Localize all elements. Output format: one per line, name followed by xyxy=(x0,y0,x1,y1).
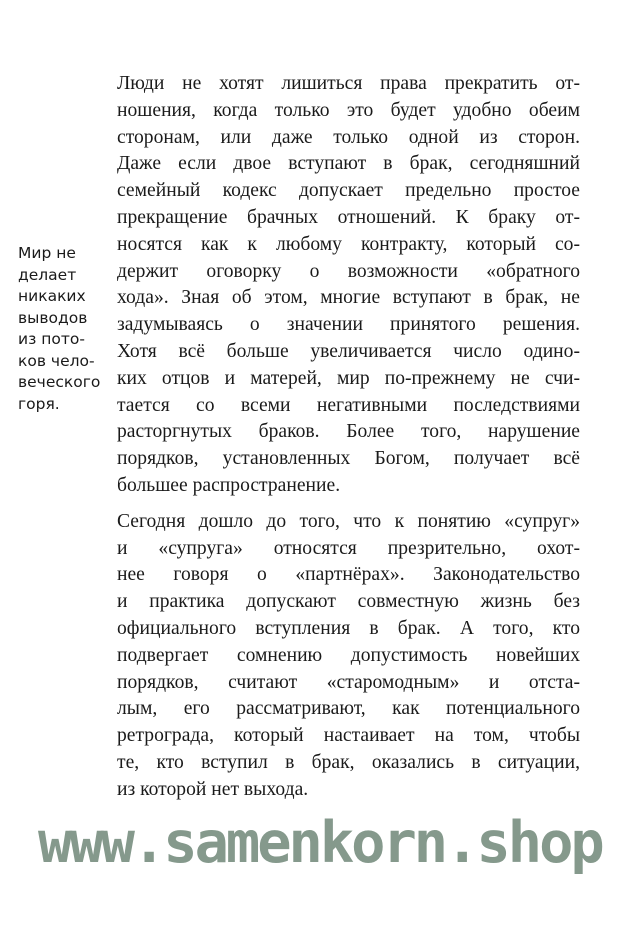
text-line: подвергает сомнению допустимость новейших xyxy=(117,644,580,666)
text-line: те, кто вступил в брак, оказались в ситуации, xyxy=(117,751,580,773)
margin-note-line: из пото- xyxy=(18,330,85,348)
paragraph-1 xyxy=(117,71,580,500)
text-line: держит оговорку о возможности «обратного xyxy=(117,260,580,282)
text-line: семейный кодекс допускает предельно простое xyxy=(117,180,580,202)
text-line: и практика допускают совместную жизнь без xyxy=(117,591,580,613)
text-line: ких отцов и матерей, мир по-прежнему не счи- xyxy=(117,367,580,389)
text-line: ретрограда, который настаивает на том, чтобы xyxy=(117,725,580,747)
margin-note-line: выводов xyxy=(18,308,88,327)
text-line: лым, его рассматривают, как потенциального xyxy=(117,698,580,720)
text-line: расторгнутых браков. Более того, нарушение xyxy=(117,421,580,443)
margin-note-line: никаких xyxy=(18,287,86,305)
text-line: большее распространение. xyxy=(117,474,341,496)
text-line: ношения, когда только это будет удобно обеим xyxy=(117,99,580,121)
margin-note-line: делает xyxy=(18,265,77,284)
text-line: Сегодня дошло до того, что к понятию «супруг» xyxy=(117,510,580,532)
text-line: порядков, установленных Богом, получает всё xyxy=(117,448,580,470)
text-line: хода». Зная об этом, многие вступают в брак, не xyxy=(117,287,580,309)
text-line: задумываясь о значении принятого решения. xyxy=(117,314,580,336)
text-line: носятся как к любому контракту, который со- xyxy=(117,233,580,255)
margin-note-line: веческого xyxy=(18,373,101,391)
text-line: прекращение брачных отношений. К браку от- xyxy=(117,206,580,228)
text-line: Хотя всё больше увеличивается число одино- xyxy=(117,340,580,362)
watermark: www.samenkorn.shop xyxy=(38,810,602,876)
text-line: сторонам, или даже только одной из сторон. xyxy=(117,126,580,148)
text-line: порядков, считают «старомодным» и отста- xyxy=(117,671,580,693)
margin-note-line: горя. xyxy=(18,394,60,413)
text-line: и «супруга» относятся презрительно, охот- xyxy=(117,537,580,559)
text-line: нее говоря о «партнёрах». Законодательство xyxy=(117,564,580,586)
text-line: Даже если двое вступают в брак, сегодняшний xyxy=(117,153,580,175)
margin-note xyxy=(18,243,104,415)
text-line: из которой нет выхода. xyxy=(117,778,309,800)
margin-note-line: Мир не xyxy=(18,244,76,262)
body-text xyxy=(117,71,580,804)
text-line: официального вступления в брак. А того, кто xyxy=(117,617,580,639)
paragraph-2 xyxy=(117,509,580,804)
text-line: Люди не хотят лишиться права прекратить от- xyxy=(117,73,580,94)
margin-note-line: ков чело- xyxy=(18,351,95,370)
text-line: тается со всеми негативными последствиями xyxy=(117,394,580,416)
